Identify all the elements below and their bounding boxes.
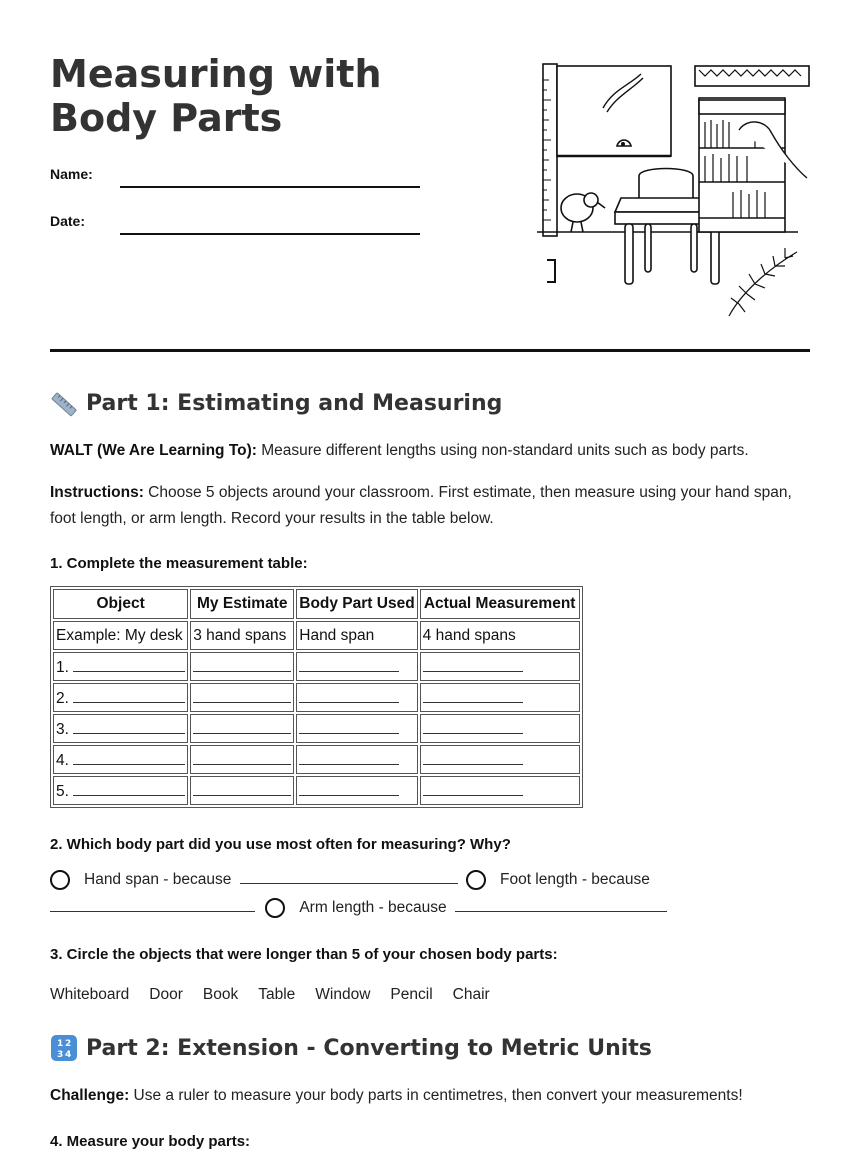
challenge-text: Use a ruler to measure your body parts in centimetres, then convert your measurements! — [129, 1087, 743, 1104]
table-row — [53, 683, 580, 712]
part1-heading — [50, 389, 502, 417]
foot-length-reason-field[interactable] — [50, 896, 255, 912]
body-part-cell[interactable] — [296, 683, 417, 712]
question-1: 1. Complete the measurement table: — [50, 555, 308, 572]
row-label: 2. — [56, 689, 69, 707]
instructions-text: Choose 5 objects around your classroom. First estimate, then measure using your hand span, foot length, or arm length. Record your results in the table below. — [50, 484, 792, 527]
object-choice[interactable]: Chair — [452, 986, 490, 1003]
col-header-body-part: Body Part Used — [296, 589, 417, 619]
question-4: 4. Measure your body parts: — [50, 1133, 251, 1150]
ruler-icon — [543, 64, 557, 236]
table-row — [53, 652, 580, 681]
header-divider — [50, 349, 810, 352]
walt-paragraph — [50, 438, 810, 464]
option-arm-length-label: Arm length - because — [299, 899, 447, 916]
object-choice[interactable]: Whiteboard — [50, 986, 130, 1003]
table-row — [53, 776, 580, 805]
numbers-icon — [50, 1034, 78, 1062]
actual-cell[interactable] — [420, 776, 580, 805]
estimate-cell[interactable] — [190, 714, 294, 743]
row-label: 1. — [56, 658, 69, 676]
measurement-table — [50, 586, 583, 808]
date-label: Date: — [50, 213, 86, 229]
classroom-illustration — [533, 60, 813, 325]
object-choice[interactable]: Pencil — [390, 986, 433, 1003]
col-header-object: Object — [53, 589, 188, 619]
col-header-estimate: My Estimate — [190, 589, 294, 619]
object-choices — [50, 986, 490, 1004]
part1-heading-text: Part 1: Estimating and Measuring — [86, 390, 503, 416]
object-choice[interactable]: Door — [149, 986, 183, 1003]
row-label: 5. — [56, 782, 69, 800]
bookshelf-icon — [695, 66, 809, 232]
date-field[interactable] — [120, 233, 420, 235]
walt-text: Measure different lengths using non-standard units such as body parts. — [256, 442, 749, 459]
actual-cell[interactable] — [420, 714, 580, 743]
option-row-2 — [50, 896, 810, 918]
object-choice[interactable]: Table — [258, 986, 296, 1003]
example-body-part: Hand span — [296, 621, 417, 650]
radio-foot-length[interactable] — [466, 870, 486, 890]
object-cell[interactable] — [53, 652, 188, 681]
walt-label: WALT (We Are Learning To): — [50, 442, 257, 459]
svg-text:2: 2 — [65, 1039, 72, 1049]
body-part-cell[interactable] — [296, 776, 417, 805]
part2-heading-text: Part 2: Extension - Converting to Metric Units — [86, 1035, 652, 1061]
fern-icon — [729, 248, 797, 316]
name-field[interactable] — [120, 186, 420, 188]
chair-icon — [639, 169, 693, 199]
example-object: Example: My desk — [53, 621, 188, 650]
page-title: Measuring with Body Parts — [50, 52, 382, 140]
instructions-paragraph — [50, 480, 810, 532]
name-label: Name: — [50, 166, 93, 182]
object-cell[interactable] — [53, 683, 188, 712]
object-cell[interactable] — [53, 714, 188, 743]
row-label: 4. — [56, 751, 69, 769]
actual-cell[interactable] — [420, 745, 580, 774]
option-hand-span-label: Hand span - because — [84, 871, 232, 888]
ruler-icon — [50, 389, 78, 417]
object-choice[interactable]: Window — [315, 986, 371, 1003]
hand-span-reason-field[interactable] — [240, 868, 458, 884]
table-row — [53, 714, 580, 743]
actual-cell[interactable] — [420, 652, 580, 681]
svg-text:1: 1 — [57, 1039, 64, 1049]
table-header-row — [53, 589, 580, 619]
question-3: 3. Circle the objects that were longer than 5 of your chosen body parts: — [50, 946, 558, 963]
kiwi-bird-icon — [561, 193, 605, 232]
challenge-paragraph — [50, 1083, 810, 1109]
object-choice[interactable]: Book — [202, 986, 239, 1003]
option-row-1 — [50, 868, 810, 890]
body-part-cell[interactable] — [296, 745, 417, 774]
body-part-cell[interactable] — [296, 652, 417, 681]
table-row — [53, 745, 580, 774]
svg-text:4: 4 — [65, 1050, 72, 1060]
challenge-label: Challenge: — [50, 1087, 130, 1104]
estimate-cell[interactable] — [190, 652, 294, 681]
radio-arm-length[interactable] — [265, 898, 285, 918]
object-cell[interactable] — [53, 745, 188, 774]
table-row — [53, 621, 580, 650]
actual-cell[interactable] — [420, 683, 580, 712]
option-foot-length-label: Foot length - because — [499, 871, 650, 888]
body-part-cell[interactable] — [296, 714, 417, 743]
col-header-actual: Actual Measurement — [420, 589, 580, 619]
whiteboard-icon — [557, 66, 671, 156]
part2-heading — [50, 1034, 652, 1062]
row-label: 3. — [56, 720, 69, 738]
estimate-cell[interactable] — [190, 745, 294, 774]
estimate-cell[interactable] — [190, 776, 294, 805]
radio-hand-span[interactable] — [50, 870, 70, 890]
object-cell[interactable] — [53, 776, 188, 805]
arm-length-reason-field[interactable] — [455, 896, 667, 912]
question-2: 2. Which body part did you use most often for measuring? Why? — [50, 836, 511, 853]
example-actual: 4 hand spans — [420, 621, 580, 650]
svg-text:3: 3 — [57, 1050, 64, 1060]
example-estimate: 3 hand spans — [190, 621, 294, 650]
instructions-label: Instructions: — [50, 484, 144, 501]
estimate-cell[interactable] — [190, 683, 294, 712]
